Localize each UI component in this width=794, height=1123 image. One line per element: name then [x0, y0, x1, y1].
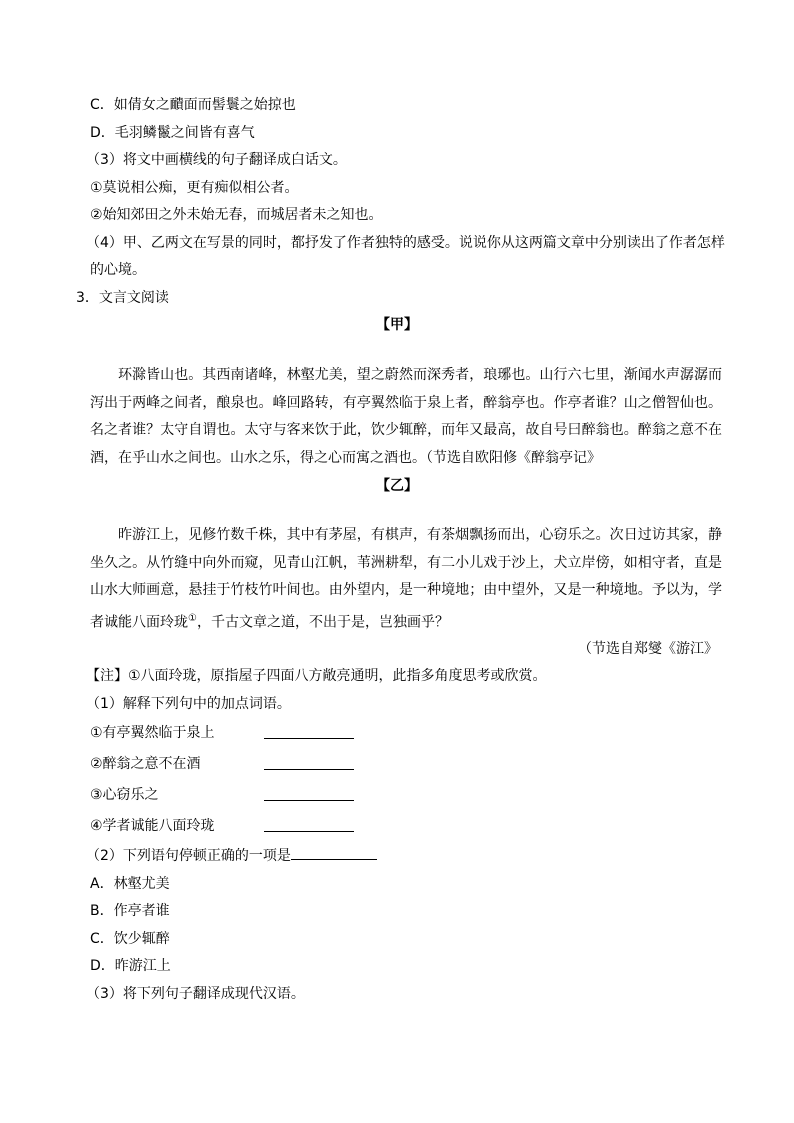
passage-jia-title: 【甲】 [376, 317, 418, 333]
question-4-line-1: （4）甲、乙两文在写景的同时，都抒发了作者独特的感受。说说你从这两篇文章中分别读出了作者怎样 [86, 235, 725, 251]
subquestion-2 [86, 847, 377, 865]
question-3-translate: （3）将文中画横线的句子翻译成白话文。 [86, 152, 347, 168]
item-1: ①有亭翼然临于泉上 [90, 725, 215, 741]
passage-yi-source: （节选自郑燮《游江》 [578, 641, 718, 657]
answer-blank-2[interactable] [264, 769, 354, 770]
item-2: ②醉翁之意不在酒 [90, 756, 201, 772]
option-c: C．如倩女之靧面而髻鬟之始掠也 [90, 97, 296, 113]
footnote-marker: ① [188, 612, 197, 624]
answer-blank-1[interactable] [264, 738, 354, 739]
option-a: A．林壑尤美 [90, 876, 170, 892]
footnote: 【注】①八面玲珑，原指屋子四面八方敞亮通明，此指多角度思考或欣赏。 [86, 668, 547, 684]
passage-yi-text-b: ，千古文章之道，不出于是，岂独画乎？ [196, 614, 449, 631]
answer-blank-4[interactable] [264, 831, 354, 832]
passage-jia-text: 环滁皆山也。其西南诸峰，林壑尤美，望之蔚然而深秀者，琅琊也。山行六七里，渐闻水声潺潺而泻出于两峰之间者，酿泉也。峰回路转，有亭翼然临于泉上者，醉翁亭也。作亭者谁？山之僧智仙也。名之者谁？太守自谓也。太守与客来饮于此，饮少辄醉，而年又最高，故自号曰醉翁也。醉翁之意不在酒，在乎山水之间也。山水之乐，得之心而寓之酒也。（节选自欧阳修《醉翁亭记》 [90, 367, 722, 466]
answer-blank-3[interactable] [264, 800, 354, 801]
subquestion-3: （3）将下列句子翻译成现代汉语。 [86, 986, 305, 1002]
sentence-2: ②始知郊田之外未始无春，而城居者未之知也。 [90, 207, 383, 223]
subquestion-1: （1）解释下列句中的加点词语。 [86, 696, 291, 712]
option-c-2: C．饮少辄醉 [90, 931, 170, 947]
passage-yi-text [90, 522, 722, 637]
item-3: ③心窃乐之 [90, 787, 159, 803]
passage-yi-title: 【乙】 [376, 478, 418, 494]
question-4-line-2: 的心境。 [90, 262, 146, 278]
passage-yi-text-a: 昨游江上，见修竹数千株，其中有茅屋，有棋声，有茶烟飘扬而出，心窃乐之。次日过访其家，静坐久之。从竹缝中向外而窥，见青山江帆，苇洲耕犁，有二小儿戏于沙上，犬立岸傍，如相守者，直是山水大师画意，悬挂于竹枝竹叶间也。由外望内，是一种境地；由中望外，又是一种境地。予以为，学者诚能八面玲珑 [90, 527, 722, 631]
item-4: ④学者诚能八面玲珑 [90, 818, 215, 834]
sentence-1: ①莫说相公痴，更有痴似相公者。 [90, 180, 299, 196]
option-d: D．毛羽鳞鬣之间皆有喜气 [90, 125, 255, 141]
option-d-2: D．昨游江上 [90, 958, 171, 974]
section-heading: 3．文言文阅读 [76, 290, 169, 306]
answer-blank-q2[interactable] [291, 847, 377, 860]
option-b: B．作亭者谁 [90, 903, 170, 919]
subquestion-2-text: （2）下列语句停顿正确的一项是 [86, 848, 291, 864]
